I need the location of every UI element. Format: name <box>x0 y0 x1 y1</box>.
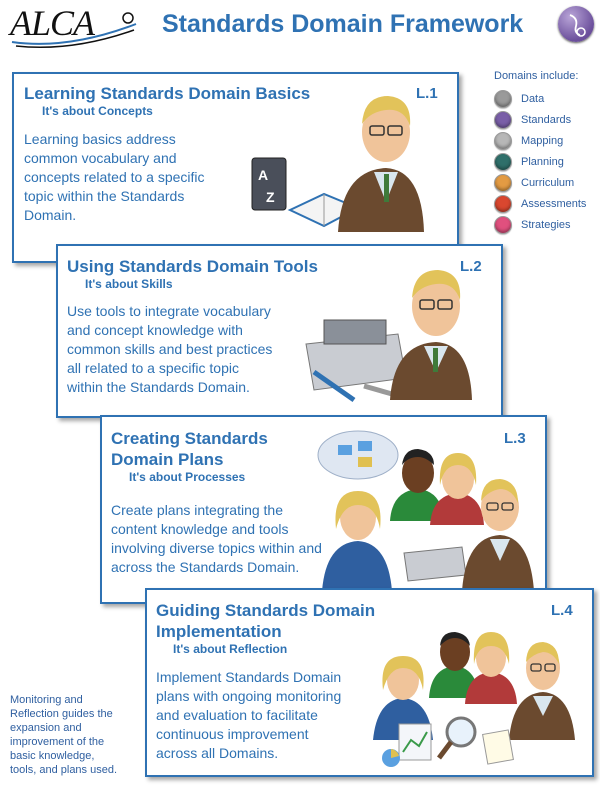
monitoring-side-note <box>10 693 138 777</box>
legend-label: Mapping <box>521 134 564 147</box>
desc-line: concepts related to a specific <box>24 169 205 185</box>
card-code: L.1 <box>416 85 438 102</box>
card-l1-learning-basics <box>12 72 459 263</box>
card-title <box>111 428 268 470</box>
legend-label: Strategies <box>521 218 571 231</box>
title-line: Implementation <box>156 622 282 641</box>
planning-domain-icon <box>494 153 512 171</box>
title-line: Domain Plans <box>111 450 224 469</box>
card-description <box>67 302 272 397</box>
svg-text:A: A <box>258 167 269 183</box>
legend-item-planning <box>494 151 598 172</box>
card-title <box>156 600 375 642</box>
note-line: basic knowledge, <box>10 750 95 762</box>
card-subtitle: It's about Concepts <box>42 104 153 118</box>
legend-label: Curriculum <box>521 176 575 189</box>
desc-line: Domain. <box>24 207 77 223</box>
desc-line: Learning basics address <box>24 131 176 147</box>
desc-line: content knowledge and tools <box>111 521 289 537</box>
strategies-domain-icon <box>494 216 512 234</box>
teacher-with-books-illustration <box>246 82 426 242</box>
curriculum-domain-icon <box>494 174 512 192</box>
desc-line: topic within the Standards <box>24 188 185 204</box>
domains-legend <box>494 70 598 235</box>
note-line: improvement of the <box>10 736 105 748</box>
card-code: L.2 <box>460 258 482 275</box>
legend-item-strategies <box>494 214 598 235</box>
desc-line: Create plans integrating the <box>111 502 283 518</box>
teacher-with-toolbox-illustration <box>294 260 474 408</box>
assessments-domain-icon <box>494 195 512 213</box>
desc-line: Use tools to integrate vocabulary <box>67 303 271 319</box>
logo-text: ALCA <box>10 3 95 43</box>
standards-domain-icon <box>494 111 512 129</box>
legend-label: Assessments <box>521 197 587 210</box>
desc-line: involving diverse topics within and <box>111 540 322 556</box>
card-l4-implementation <box>145 588 594 777</box>
legend-label: Planning <box>521 155 564 168</box>
team-planning-illustration <box>312 425 542 593</box>
card-title: Using Standards Domain Tools <box>67 257 318 276</box>
legend-item-data <box>494 88 598 109</box>
desc-line: and evaluation to facilitate <box>156 707 318 723</box>
desc-line: continuous improvement <box>156 726 309 742</box>
desc-line: within the Standards Domain. <box>67 379 250 395</box>
note-line: Reflection guides the <box>10 708 113 720</box>
note-line: tools, and plans used. <box>10 764 118 776</box>
team-reflection-illustration <box>369 620 585 770</box>
legend-heading: Domains include: <box>494 70 579 82</box>
card-l3-plans <box>100 415 547 604</box>
card-l2-tools <box>56 244 503 418</box>
alca-logo <box>8 3 138 46</box>
desc-line: Implement Standards Domain <box>156 669 342 685</box>
desc-line: across the Standards Domain. <box>111 559 300 575</box>
legend-item-assessments <box>494 193 598 214</box>
card-code: L.3 <box>504 430 526 447</box>
desc-line: all related to a specific topic <box>67 360 239 376</box>
legend-item-standards <box>494 109 598 130</box>
card-description <box>156 668 341 763</box>
svg-text:Z: Z <box>266 189 275 205</box>
card-subtitle: It's about Skills <box>85 277 173 291</box>
card-subtitle: It's about Reflection <box>173 642 288 656</box>
note-line: Monitoring and <box>10 694 83 706</box>
legend-label: Data <box>521 92 545 105</box>
mapping-domain-icon <box>494 132 512 150</box>
card-subtitle: It's about Processes <box>129 470 246 484</box>
note-line: expansion and <box>10 722 82 734</box>
page-title: Standards Domain Framework <box>162 10 524 38</box>
desc-line: common vocabulary and <box>24 150 177 166</box>
card-title: Learning Standards Domain Basics <box>24 84 311 103</box>
data-domain-icon <box>494 90 512 108</box>
title-line: Creating Standards <box>111 429 268 448</box>
card-description <box>24 130 205 225</box>
desc-line: across all Domains. <box>156 745 279 761</box>
card-code: L.4 <box>551 602 573 619</box>
legend-item-mapping <box>494 130 598 151</box>
desc-line: and concept knowledge with <box>67 322 243 338</box>
legend-item-curriculum <box>494 172 598 193</box>
desc-line: plans with ongoing monitoring <box>156 688 342 704</box>
standards-domain-icon <box>558 6 594 42</box>
title-line: Guiding Standards Domain <box>156 601 376 620</box>
legend-label: Standards <box>521 113 572 126</box>
card-description <box>111 501 322 577</box>
desc-line: common skills and best practices <box>67 341 273 357</box>
